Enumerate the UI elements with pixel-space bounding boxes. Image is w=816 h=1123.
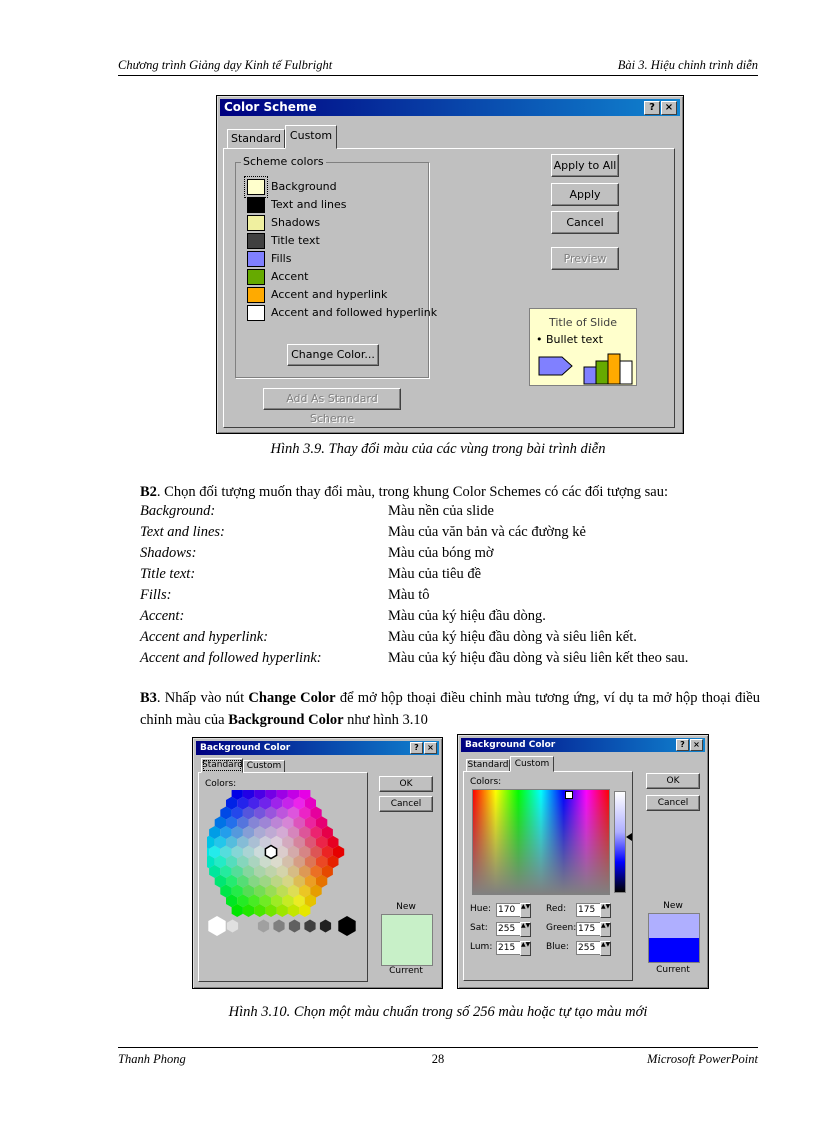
definition-term: Title text:	[140, 566, 196, 582]
cancel-button[interactable]: Cancel	[646, 795, 700, 811]
page-number: 28	[431, 1052, 445, 1066]
definition-term: Fills:	[140, 587, 172, 603]
tab-standard[interactable]: Standard	[227, 129, 285, 149]
preview-button[interactable]: Preview	[551, 247, 619, 270]
red-spinner-icon[interactable]: ▲▼	[600, 903, 611, 918]
background-color-custom-dialog	[457, 734, 709, 989]
scheme-swatch[interactable]	[247, 251, 265, 267]
definition-term: Text and lines:	[140, 524, 225, 540]
new-label: New	[663, 901, 683, 911]
dialog-title: Color Scheme	[224, 100, 317, 114]
palette-gray-hex[interactable]	[258, 920, 269, 933]
b3-paragraph	[140, 687, 760, 731]
b3-text-2: để mở hộp thoại điều chỉnh màu tương ứng, ví dụ ta mở hộp thoại điều chỉnh màu của	[140, 690, 760, 728]
lum-spinner-icon[interactable]: ▲▼	[520, 941, 531, 956]
figure-caption-2: Hình 3.10. Chọn một màu chuẩn trong số 256 màu hoặc tự tạo màu mới	[228, 1004, 648, 1020]
scheme-swatch[interactable]	[247, 197, 265, 213]
b2-label: B2	[140, 484, 157, 500]
blue-field[interactable]: 255	[576, 941, 601, 955]
scheme-item-label[interactable]: Title text	[271, 234, 320, 247]
definition-description: Màu của ký hiệu đầu dòng.	[388, 608, 546, 624]
b3-text-3: như hình 3.10	[343, 712, 428, 728]
palette-gray-hex[interactable]	[320, 920, 331, 933]
palette-gray-hex[interactable]	[242, 920, 253, 933]
scheme-swatch[interactable]	[247, 305, 265, 321]
colors-label: Colors:	[470, 777, 502, 787]
scheme-colors-label: Scheme colors	[243, 155, 324, 168]
new-label: New	[396, 902, 416, 912]
b3-background-color: Background Color	[228, 712, 344, 728]
background-color-standard-dialog	[192, 737, 443, 989]
definition-term: Accent and hyperlink:	[140, 629, 269, 645]
blue-label: Blue:	[546, 942, 569, 952]
footer-left: Thanh Phong	[118, 1052, 186, 1066]
definition-term: Shadows:	[140, 545, 197, 561]
definition-term: Accent and followed hyperlink:	[140, 650, 322, 666]
palette-gray-hex[interactable]	[289, 920, 300, 933]
ok-button[interactable]: OK	[379, 776, 433, 792]
dialog-title: Background Color	[200, 743, 291, 753]
palette-gray-hex[interactable]	[338, 916, 355, 936]
color-spectrum[interactable]	[472, 789, 610, 895]
scheme-item-label[interactable]: Text and lines	[271, 198, 347, 211]
scheme-swatch[interactable]	[247, 287, 265, 303]
sat-spinner-icon[interactable]: ▲▼	[520, 922, 531, 937]
green-spinner-icon[interactable]: ▲▼	[600, 922, 611, 937]
spectrum-crosshair[interactable]	[565, 791, 573, 799]
tab-custom[interactable]: Custom	[285, 125, 337, 149]
scheme-item-label[interactable]: Accent and followed hyperlink	[271, 306, 438, 319]
scheme-item-label[interactable]: Fills	[271, 252, 292, 265]
lum-label: Lum:	[470, 942, 493, 952]
scheme-item-label[interactable]: Accent and hyperlink	[271, 288, 388, 301]
preview-bullet: • Bullet text	[536, 333, 603, 346]
green-label: Green:	[546, 923, 577, 933]
luminance-slider[interactable]	[614, 791, 626, 893]
b3-change-color: Change Color	[248, 690, 336, 706]
current-color-swatch	[381, 914, 433, 966]
footer-right: Microsoft PowerPoint	[647, 1052, 758, 1066]
definition-term: Accent:	[140, 608, 185, 624]
sat-label: Sat:	[470, 923, 488, 933]
red-label: Red:	[546, 904, 567, 914]
hue-label: Hue:	[470, 904, 492, 914]
color-scheme-dialog	[216, 95, 684, 434]
scheme-swatch[interactable]	[247, 269, 265, 285]
definition-description: Màu tô	[388, 587, 430, 603]
cancel-button[interactable]: Cancel	[379, 796, 433, 812]
header-left: Chương trình Giảng dạy Kinh tế Fulbright	[118, 58, 333, 72]
palette-gray-hex[interactable]	[227, 920, 238, 933]
scheme-preview	[529, 308, 637, 386]
change-color-button[interactable]: Change Color...	[287, 344, 379, 366]
palette-gray-hex[interactable]	[304, 920, 315, 933]
scheme-swatch[interactable]	[247, 215, 265, 231]
dialog-title: Background Color	[465, 740, 556, 750]
close-button[interactable]: ×	[661, 101, 677, 115]
b2-paragraph	[140, 482, 770, 502]
palette-gray-hex[interactable]	[208, 916, 225, 936]
cancel-button[interactable]: Cancel	[551, 211, 619, 234]
green-field[interactable]: 175	[576, 922, 601, 936]
definition-description: Màu của ký hiệu đầu dòng và siêu liên kết.	[388, 629, 637, 645]
colors-label: Colors:	[205, 779, 237, 789]
current-color-swatch	[649, 938, 699, 962]
current-label: Current	[656, 965, 690, 975]
tab-custom[interactable]: Custom	[510, 756, 554, 772]
scheme-item-label[interactable]: Shadows	[271, 216, 321, 229]
blue-spinner-icon[interactable]: ▲▼	[600, 941, 611, 956]
help-button[interactable]: ?	[676, 739, 689, 751]
apply-button[interactable]: Apply	[551, 183, 619, 206]
help-button[interactable]: ?	[644, 101, 660, 115]
definition-description: Màu của văn bản và các đường kẻ	[388, 524, 586, 540]
preview-graphic	[538, 349, 634, 385]
close-button[interactable]: ×	[690, 739, 703, 751]
scheme-item-label[interactable]: Accent	[271, 270, 309, 283]
new-current-swatch	[648, 913, 700, 963]
dialog-titlebar	[196, 741, 439, 755]
close-button[interactable]: ×	[424, 742, 437, 754]
scheme-swatch[interactable]	[247, 179, 265, 195]
tab-custom[interactable]: Custom	[243, 760, 285, 773]
sat-field[interactable]: 255	[496, 922, 521, 936]
dialog-titlebar	[220, 99, 680, 116]
ok-button[interactable]: OK	[646, 773, 700, 789]
add-standard-scheme-button[interactable]: Add As Standard Scheme	[263, 388, 401, 410]
tab-standard[interactable]: Standard	[467, 760, 509, 770]
apply-to-all-button[interactable]: Apply to All	[551, 154, 619, 177]
palette-gray-hex[interactable]	[273, 920, 284, 933]
definition-term: Background:	[140, 503, 216, 519]
b2-text: . Chọn đối tượng muốn thay đổi màu, trong khung Color Schemes có các đối tượng sau:	[156, 484, 669, 500]
current-label: Current	[389, 966, 423, 976]
definition-description: Màu của bóng mờ	[388, 545, 494, 561]
scheme-swatch[interactable]	[247, 233, 265, 249]
lum-field[interactable]: 215	[496, 941, 521, 955]
scheme-item-label[interactable]: Background	[271, 180, 337, 193]
definition-description: Màu của tiêu đề	[388, 566, 482, 582]
red-field[interactable]: 175	[576, 903, 601, 917]
header-rule	[118, 75, 758, 76]
footer-rule	[118, 1047, 758, 1048]
definition-description: Màu của ký hiệu đầu dòng và siêu liên kết theo sau.	[388, 650, 689, 666]
b3-label: B3	[140, 690, 157, 706]
definition-description: Màu nền của slide	[388, 503, 494, 519]
tab-standard[interactable]: Standard	[201, 758, 243, 773]
header-right: Bài 3. Hiệu chỉnh trình diễn	[617, 58, 758, 72]
hue-spinner-icon[interactable]: ▲▼	[520, 903, 531, 918]
preview-title: Title of Slide	[548, 316, 617, 329]
luminance-arrow-icon[interactable]	[626, 833, 632, 841]
dialog-titlebar	[461, 738, 705, 752]
figure-caption-1: Hình 3.9. Thay đổi màu của các vùng trong bài trình diễn	[270, 441, 606, 457]
hue-field[interactable]: 170	[496, 903, 521, 917]
new-color-swatch	[649, 914, 699, 938]
b3-text-1: . Nhấp vào nút	[156, 690, 249, 706]
help-button[interactable]: ?	[410, 742, 423, 754]
hexagon-color-palette[interactable]	[207, 790, 363, 950]
